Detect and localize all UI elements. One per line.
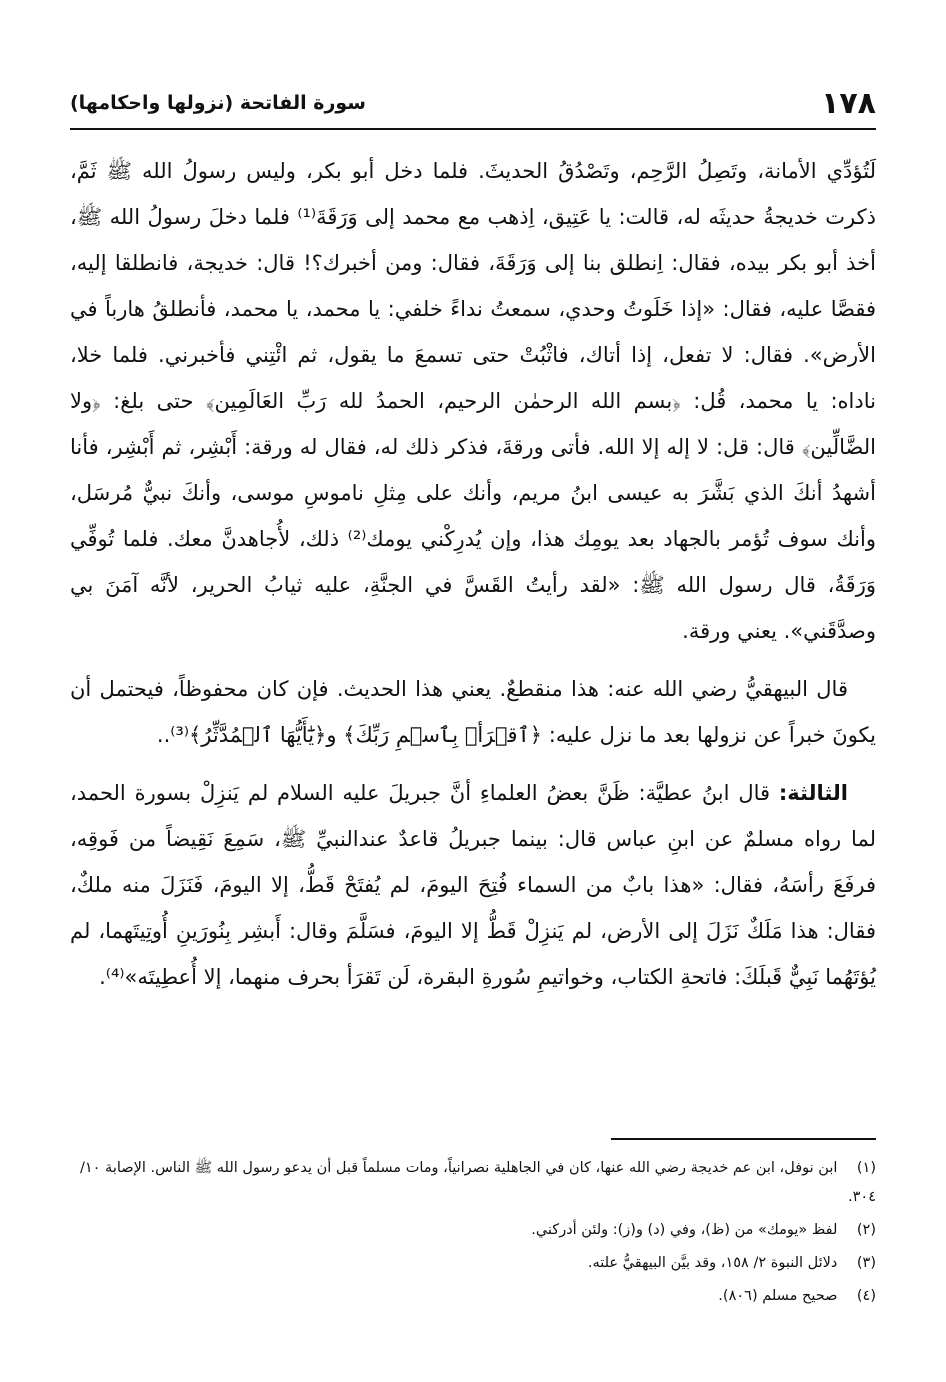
footnote-4-number: (٤) [856,1288,876,1304]
footnote-2-text: لفظ «يومك» من (ظ)، وفي (د) و(ز): ولئن أدركني. [531,1222,838,1238]
paragraph-3-lead: الثالثة: [778,781,848,805]
footnotes [70,1138,876,1311]
footnote-3 [70,1249,876,1278]
footnote-2-number: (٢) [856,1222,876,1238]
paragraph-2 [70,666,876,758]
main-text [70,148,876,1000]
page-number: ١٧٨ [821,85,876,121]
paragraph-2-text: قال البيهقيُّ رضي الله عنه: هذا منقطعٌ. يعني هذا الحديث. فإن كان محفوظاً، فيحتمل أن يكونَ خبراً عن نزولها بعد ما نزل عليه: ﴿ٱقۡرَأۡ بِٱسۡمِ رَبِّكَ﴾ و﴿يَٰٓأَيُّهَا ٱلۡمُدَّثِّرُ﴾⁽³⁾.. [70,677,876,747]
running-title: سورة الفاتحة (نزولها واحكامها) [70,92,366,114]
footnote-2 [70,1216,876,1245]
footnote-1-text: ابن نوفل، ابن عم خديجة رضي الله عنها، كان في الجاهلية نصرانياً، ومات مسلماً قبل أن يدعو رسول الله ﷺ الناس. الإصابة ١٠/ ٣٠٤. [79,1160,876,1205]
footnote-1 [70,1154,876,1212]
footnote-4 [70,1282,876,1311]
paragraph-1-text: لَتُؤدِّي الأمانة، وتَصِلُ الرَّحِم، وتَصْدُقُ الحديثَ. فلما دخل أبو بكر، وليس رسولُ الله ﷺ ثَمَّ، ذكرت خديجةُ حديثَه له، قالت: يا عَتِيق، اِذهب مع محمد إلى وَرَقَةَ⁽¹⁾ فلما دخلَ رسولُ الله ﷺ، أخذ أبو بكر بيده، فقال: اِنطلق بنا إلى وَرَقَةَ، فقال: ومن أخبرك؟! قال: خديجة، فانطلقا إليه، فقصَّا عليه، فقال: «إذا خَلَوتُ وحدي، سمعتُ نداءً خلفي: يا محمد، يا محمد، فأنطلقُ هارباً في الأرض». فقال: لا تفعل، إذا أتاك، فاثْبُتْ حتى تسمعَ ما يقول، ثم ائْتِني فأخبرني. فلما خلا، ناداه: يا محمد، قُل: ﴿بسم الله الرحمٰن الرحيم، الحمدُ لله رَبِّ العَالَمِين﴾ حتى بلغ: ﴿ولا الضَّالِّين﴾ قال: قل: لا إله إلا الله. فأتى ورقةَ، فذكر ذلك له، فقال له ورقة: أَبْشِر، ثم أَبْشِر، فأنا أشهدُ أنكَ الذي بَشَّرَ به عيسى ابنُ مريم، وأنك على مِثلِ ناموسِ موسى، وأنكَ نبيٌّ مُرسَل، وأنك سوف تُؤمر بالجهاد بعد يومِك هذا، وإن يُدرِكْني يومك⁽²⁾ ذلك، لأُجاهدنَّ معك. فلما تُوفِّي وَرَقَةُ، قال رسول الله ﷺ: «لقد رأيتُ القَسَّ في الجنَّةِ، عليه ثيابُ الحرير، لأنَّه آمَنَ بي وصدَّقَني». يعني ورقة. [70,159,877,643]
footnote-1-number: (١) [856,1160,876,1176]
paragraph-1 [70,148,876,654]
footnote-divider [611,1138,876,1140]
paragraph-3-text: قال ابنُ عطيَّة: ظَنَّ بعضُ العلماءِ أنَّ جبريلَ عليه السلام لم يَنزِلْ بسورة الحمد، لما رواه مسلمٌ عن ابنِ عباس قال: بينما جبريلُ قاعدٌ عندالنبيِّ ﷺ، سَمِعَ نَقِيضاً من فَوقِه، فرفَعَ رأسَهُ، فقال: «هذا بابٌ من السماء فُتِحَ اليومَ، لم يُفتَحْ قَطُّ، إلا اليومَ، فَنَزَلَ منه ملكٌ، فقال: هذا مَلَكٌ نَزَلَ إلى الأرض، لم يَنزِلْ قَطُّ إلا اليومَ، فسَلَّمَ وقال: أَبشِر بِنُورَينِ أُوتِيتَهما، لم يُؤتَهُما نَبِيٌّ قَبلَكَ: فاتحةِ الكتاب، وخواتيمِ سُورةِ البقرة، لَن تَقرَأ بحرف منهما، إلا أُعطِيتَه»⁽⁴⁾. [70,781,876,989]
footnote-3-text: دلائل النبوة ٢/ ١٥٨، وقد بيَّن البيهقيُّ علته. [587,1255,838,1271]
footnote-3-number: (٣) [856,1255,876,1271]
page-header [70,78,876,130]
paragraph-3 [70,770,876,1000]
footnote-4-text: صحيح مسلم (٨٠٦). [718,1288,838,1304]
